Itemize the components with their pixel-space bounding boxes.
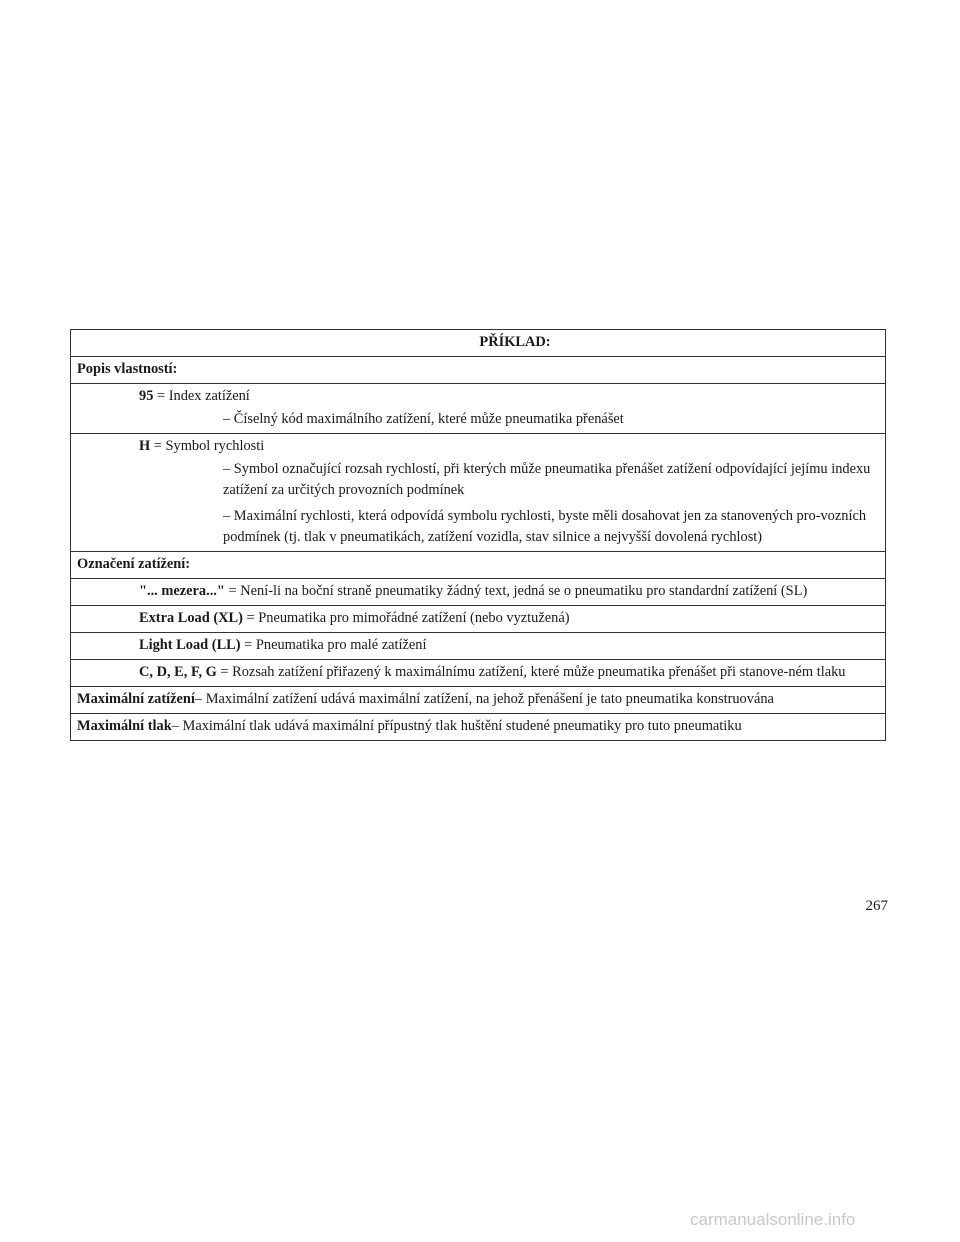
ll-line [77,635,879,656]
load-index-note: – Číselný kód maximálního zatížení, které může pneumatika přenášet [223,411,624,427]
load-range-row [71,659,885,686]
ll-term: Light Load (LL) [139,637,241,653]
table-title: PŘÍKLAD: [479,334,551,350]
speed-symbol-note-1: – Symbol označující rozsah rychlostí, při kterých může pneumatika přenášet zatížení odpovídající jejímu indexu zatížení za určitých provozních podmínek [223,461,871,498]
tire-example-table [70,329,886,741]
sl-row [71,578,885,605]
max-pressure-row [71,713,885,740]
load-range-line [77,662,879,683]
speed-symbol-def: = Symbol rychlosti [150,438,265,454]
sl-def: = Není-li na boční straně pneumatiky žádný text, jedná se o pneumatiku pro standardní zatížení (SL) [224,583,808,599]
max-pressure-term: Maximální tlak [77,718,172,734]
xl-line [77,608,879,629]
load-index-term: 95 [139,388,154,404]
speed-symbol-term: H [139,438,151,454]
max-load-row [71,686,885,713]
xl-def: = Pneumatika pro mimořádné zatížení (nebo vyztužená) [242,610,570,626]
load-index-row [71,383,885,433]
load-range-def: = Rozsah zatížení přiřazený k maximálnímu zatížení, které může pneumatika přenášet při stanove-ném tlaku [216,664,846,680]
sl-line [77,581,879,602]
max-pressure-def: – Maximální tlak udává maximální přípustný tlak huštění studené pneumatiky pro tuto pneumatiku [171,718,742,734]
speed-symbol-note-2: – Maximální rychlosti, která odpovídá symbolu rychlosti, byste měli dosahovat jen za stanovených pro-vozních podmínek (tj. tlak v pneumatikách, zatížení vozidla, stav silnice a nejvyšší dovolená rychlost) [223,508,867,545]
watermark: carmanualsonline.info [690,1210,856,1229]
popis-heading-text: Popis vlastností: [77,361,178,377]
ll-def: = Pneumatika pro malé zatížení [240,637,427,653]
max-load-def: – Maximální zatížení udává maximální zatížení, na jehož přenášení je tato pneumatika konstruována [194,691,774,707]
speed-symbol-line [77,436,879,457]
sl-term: "... mezera..." [139,583,225,599]
popis-heading [71,356,885,383]
xl-row [71,605,885,632]
load-index-line [77,386,879,407]
load-range-term: C, D, E, F, G [139,664,217,680]
ll-row [71,632,885,659]
load-index-def: = Index zatížení [153,388,250,404]
page-number: 267 [865,898,888,914]
oznaceni-heading-text: Označení zatížení: [77,556,191,572]
speed-symbol-row [71,433,885,551]
oznaceni-heading [71,551,885,578]
xl-term: Extra Load (XL) [139,610,243,626]
max-load-term: Maximální zatížení [77,691,195,707]
